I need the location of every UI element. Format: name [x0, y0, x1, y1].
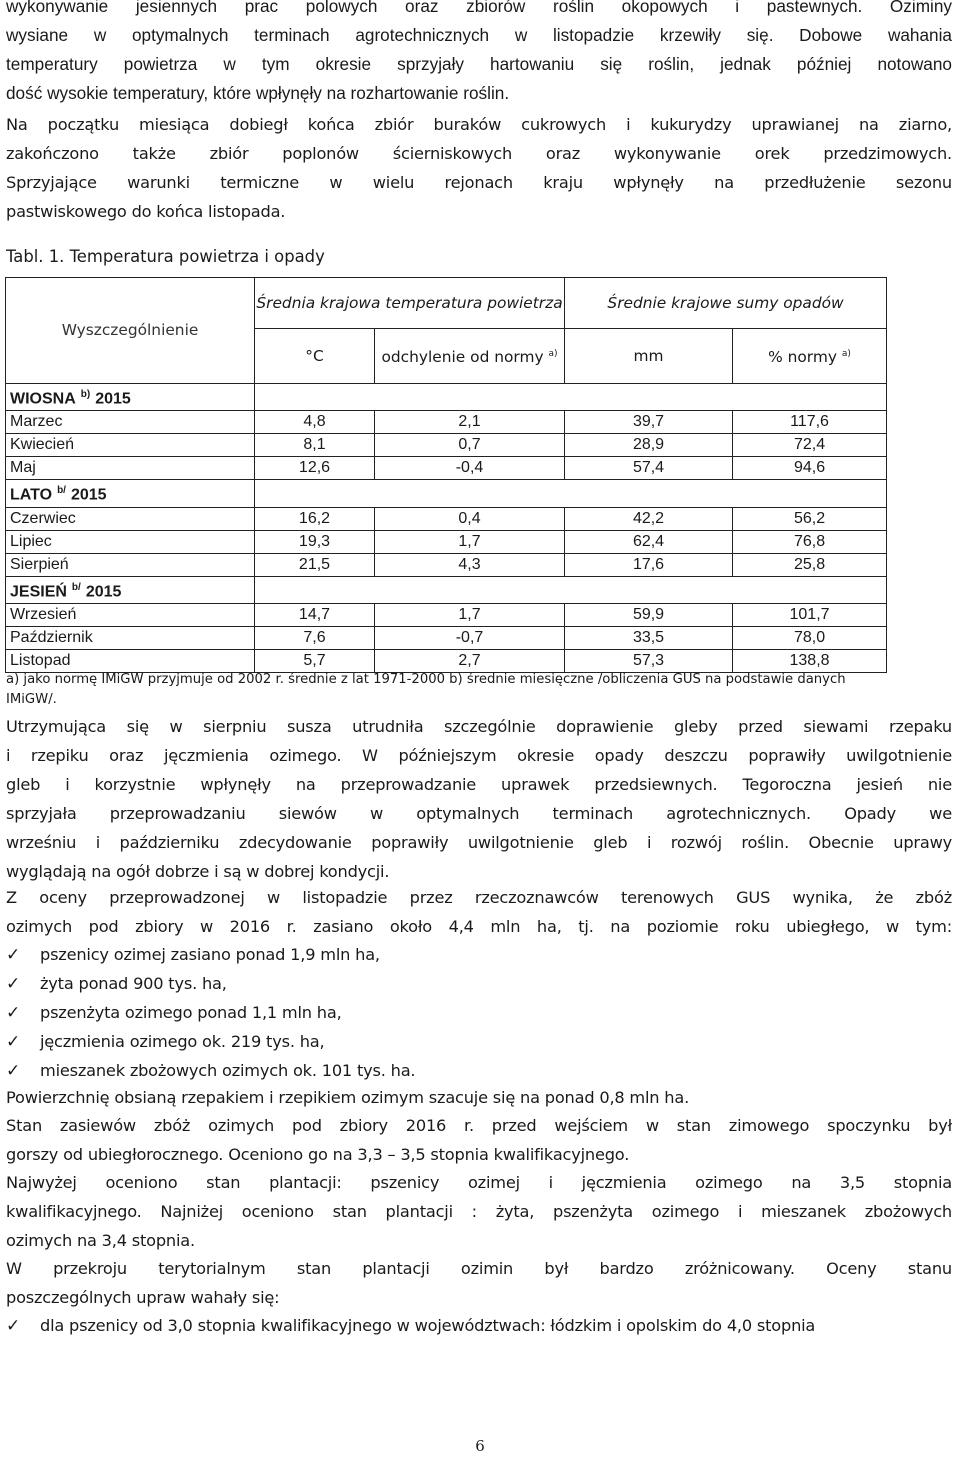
text-line: Sprzyjające warunki termiczne w wielu rejonach kraju wpłynęły na przedłużenie sezonu [6, 173, 952, 192]
cell-dev: 1,7 [375, 603, 565, 626]
list-item [6, 1027, 415, 1056]
checkmark-icon: ✓ [6, 974, 21, 994]
table-row [6, 507, 887, 530]
text-line: poszczególnych upraw wahały się: [6, 1288, 280, 1307]
cell-mm: 57,3 [565, 649, 733, 672]
text-line: dość wysokie temperatury, które wpłynęły na rozhartowanie roślin. [6, 83, 510, 103]
section-empty-cell [255, 576, 887, 603]
cell-pct: 138,8 [733, 649, 887, 672]
text-line: Stan zasiewów zbóż ozimych pod zbiory 2016 r. przed wejściem w stan zimowego spoczynku był [6, 1116, 952, 1135]
row-label: Lipiec [6, 530, 255, 553]
cell-c: 8,1 [255, 434, 375, 457]
table-row [6, 553, 887, 576]
section-label [6, 384, 255, 411]
cell-dev: 4,3 [375, 553, 565, 576]
header-precipitation [565, 278, 887, 329]
section-name: WIOSNA [10, 390, 76, 408]
cell-mm: 17,6 [565, 553, 733, 576]
checkmark-icon: ✓ [6, 1003, 21, 1023]
sown-area-list [6, 940, 415, 1085]
page-number: 6 [475, 1437, 485, 1455]
section-year: 2015 [85, 582, 122, 600]
header-deviation [375, 329, 565, 384]
cell-dev: -0,7 [375, 626, 565, 649]
list-item [6, 940, 415, 969]
text-line: pastwiskowego do końca listopada. [6, 202, 286, 221]
text-line: Najwyżej oceniono stan plantacji: pszenicy ozimej i jęczmienia ozimego na 3,5 stopnia [6, 1173, 952, 1192]
deviation-text: odchylenie od normy [381, 348, 544, 367]
row-label: Kwiecień [6, 434, 255, 457]
cell-dev: 2,1 [375, 411, 565, 434]
cell-pct: 25,8 [733, 553, 887, 576]
list-item-text: mieszanek zbożowych ozimych ok. 101 tys. ha. [40, 1061, 416, 1080]
row-label: Maj [6, 457, 255, 480]
header-mm: mm [565, 329, 733, 384]
cell-c: 21,5 [255, 553, 375, 576]
cell-mm: 42,2 [565, 507, 733, 530]
section-empty-cell [255, 384, 887, 411]
table-caption: Tabl. 1. Temperatura powietrza i opady [6, 247, 325, 266]
cell-mm: 39,7 [565, 411, 733, 434]
cell-pct: 94,6 [733, 457, 887, 480]
text-line: zakończono także zbiór poplonów ścierniskowych oraz wykonywanie orek przedzimowych. [6, 144, 952, 163]
text-line: wykonywanie jesiennych prac polowych oraz zbiorów roślin okopowych i pastewnych. Oziminy [6, 0, 952, 16]
text-line: wysiane w optymalnych terminach agrotechnicznych w listopadzie krzewiły się. Dobowe wahania [6, 25, 952, 45]
table-footnote [6, 670, 956, 710]
checkmark-icon: ✓ [6, 1316, 21, 1336]
cell-c: 12,6 [255, 457, 375, 480]
row-label: Sierpień [6, 553, 255, 576]
percent-norm-text: % normy [768, 348, 837, 367]
celsius-unit: °C [305, 346, 324, 365]
section-name: JESIEŃ [10, 582, 67, 600]
section-empty-cell [255, 480, 887, 507]
checkmark-icon: ✓ [6, 1032, 21, 1052]
text-line: W przekroju terytorialnym stan plantacji ozimin był bardzo zróżnicowany. Oceny stanu [6, 1259, 952, 1278]
text-line: i rzepiku oraz jęczmienia ozimego. W późniejszym okresie opady deszczu poprawiły uwilgotnienie [6, 746, 952, 765]
paragraph-crop-condition [6, 1111, 952, 1169]
text-line: gorszy od ubiegłorocznego. Oceniono go na 3,3 – 3,5 stopnia kwalifikacyjnego. [6, 1145, 630, 1164]
cell-dev: 1,7 [375, 530, 565, 553]
footnote-line: IMiGW/. [6, 692, 57, 707]
text-line: Utrzymująca się w sierpniu susza utrudniła szczególnie doprawienie gleby przed siewami rzepaku [6, 717, 952, 736]
paragraph-rating [6, 1168, 952, 1255]
cell-pct: 72,4 [733, 434, 887, 457]
checkmark-icon: ✓ [6, 945, 21, 965]
cell-mm: 62,4 [565, 530, 733, 553]
weather-table [5, 277, 887, 673]
section-row [6, 480, 887, 507]
row-label: Czerwiec [6, 507, 255, 530]
text-line: wyglądają na ogół dobrze i są w dobrej kondycji. [6, 862, 390, 881]
section-footnote-mark: b/ [57, 485, 66, 497]
row-label: Wrzesień [6, 603, 255, 626]
text-line: temperatury powietrza w tym okresie sprzyjały hartowaniu się roślin, jednak później notowano [6, 54, 952, 74]
table-row [6, 411, 887, 434]
table-row [6, 457, 887, 480]
paragraph-assessment [6, 883, 952, 941]
row-label: Marzec [6, 411, 255, 434]
cell-dev: -0,4 [375, 457, 565, 480]
table-body [6, 384, 887, 673]
table-row [6, 603, 887, 626]
list-item [6, 1056, 415, 1085]
cell-pct: 78,0 [733, 626, 887, 649]
table-header-row [6, 278, 887, 329]
text-line: sprzyjała przeprowadzaniu siewów w optymalnych terminach agrotechnicznych. Opady we [6, 804, 952, 823]
section-name: LATO [10, 486, 53, 504]
text-line: ozimych na 3,4 stopnia. [6, 1231, 195, 1250]
list-item [6, 998, 415, 1027]
cell-c: 19,3 [255, 530, 375, 553]
cell-dev: 2,7 [375, 649, 565, 672]
list-item-text: pszenżyta ozimego ponad 1,1 mln ha, [40, 1003, 342, 1022]
header-celsius [255, 329, 375, 384]
cell-pct: 101,7 [733, 603, 887, 626]
cell-pct: 56,2 [733, 507, 887, 530]
list-item-text: dla pszenicy od 3,0 stopnia kwalifikacyjnego w województwach: łódzkim i opolskim do 4,0 stopnia [40, 1316, 816, 1335]
section-footnote-mark: b) [80, 389, 91, 400]
deviation-footnote-mark: a) [548, 348, 558, 359]
text-line: Powierzchnię obsianą rzepakiem i rzepikiem ozimym szacuje się na ponad 0,8 mln ha. [6, 1088, 690, 1107]
wheat-rating-list [6, 1311, 815, 1340]
text-line: ozimych pod zbiory w 2016 r. zasiano około 4,4 mln ha, tj. na poziomie roku ubiegłego, w tym: [6, 917, 952, 936]
row-label: Listopad [6, 649, 255, 672]
header-specification: Wyszczególnienie [6, 278, 255, 384]
header-temperature-text: Średnia krajowa temperatura powietrza [256, 293, 563, 312]
cell-dev: 0,4 [375, 507, 565, 530]
cell-mm: 33,5 [565, 626, 733, 649]
cell-mm: 59,9 [565, 603, 733, 626]
paragraph-rapeseed [6, 1083, 952, 1112]
section-row [6, 576, 887, 603]
text-line: Z oceny przeprowadzonej w listopadzie przez rzeczoznawców terenowych GUS wynika, że zbóż [6, 888, 952, 907]
cell-pct: 76,8 [733, 530, 887, 553]
text-line: gleb i korzystnie wpłynęły na przeprowadzanie uprawek przedsiewnych. Tegoroczna jesień nie [6, 775, 952, 794]
list-item [6, 969, 415, 998]
paragraph-territorial [6, 1254, 952, 1312]
section-label [6, 480, 255, 507]
cell-c: 7,6 [255, 626, 375, 649]
list-item-text: jęczmienia ozimego ok. 219 tys. ha, [40, 1032, 325, 1051]
header-percent-norm [733, 329, 887, 384]
cell-mm: 57,4 [565, 457, 733, 480]
cell-c: 4,8 [255, 411, 375, 434]
text-line: kwalifikacyjnego. Najniżej oceniono stan plantacji : żyta, pszenżyta ozimego i mieszanek zbożowych [6, 1202, 952, 1221]
list-item-text: pszenicy ozimej zasiano ponad 1,9 mln ha, [40, 945, 380, 964]
section-year: 2015 [70, 486, 107, 504]
text-line: Na początku miesiąca dobiegł końca zbiór buraków cukrowych i kukurydzy uprawianej na ziarno, [6, 115, 952, 134]
table-row [6, 530, 887, 553]
paragraph-autumn-work [6, 0, 952, 108]
table-row [6, 434, 887, 457]
cell-c: 16,2 [255, 507, 375, 530]
paragraph-harvest [6, 110, 952, 226]
cell-pct: 117,6 [733, 411, 887, 434]
list-item-text: żyta ponad 900 tys. ha, [40, 974, 227, 993]
table-row [6, 626, 887, 649]
section-year: 2015 [95, 390, 131, 408]
cell-dev: 0,7 [375, 434, 565, 457]
cell-c: 14,7 [255, 603, 375, 626]
cell-c: 5,7 [255, 649, 375, 672]
section-footnote-mark: b/ [71, 581, 81, 593]
section-label [6, 576, 255, 603]
checkmark-icon: ✓ [6, 1061, 21, 1081]
percent-norm-footnote-mark: a) [841, 348, 851, 359]
row-label: Październik [6, 626, 255, 649]
section-row [6, 384, 887, 411]
list-item [6, 1311, 815, 1340]
header-temperature [255, 278, 565, 329]
footnote-line: a) jako normę IMiGW przyjmuje od 2002 r. średnie z lat 1971-2000 b) średnie miesięczne /obliczenia GUS na podstawie danych [6, 672, 846, 687]
text-line: wrześniu i październiku zdecydowanie poprawiły uwilgotnienie gleb i rozwój roślin. Obecnie uprawy [6, 833, 952, 852]
paragraph-drought [6, 712, 952, 886]
header-precipitation-text: Średnie krajowe sumy opadów [607, 293, 844, 312]
cell-mm: 28,9 [565, 434, 733, 457]
